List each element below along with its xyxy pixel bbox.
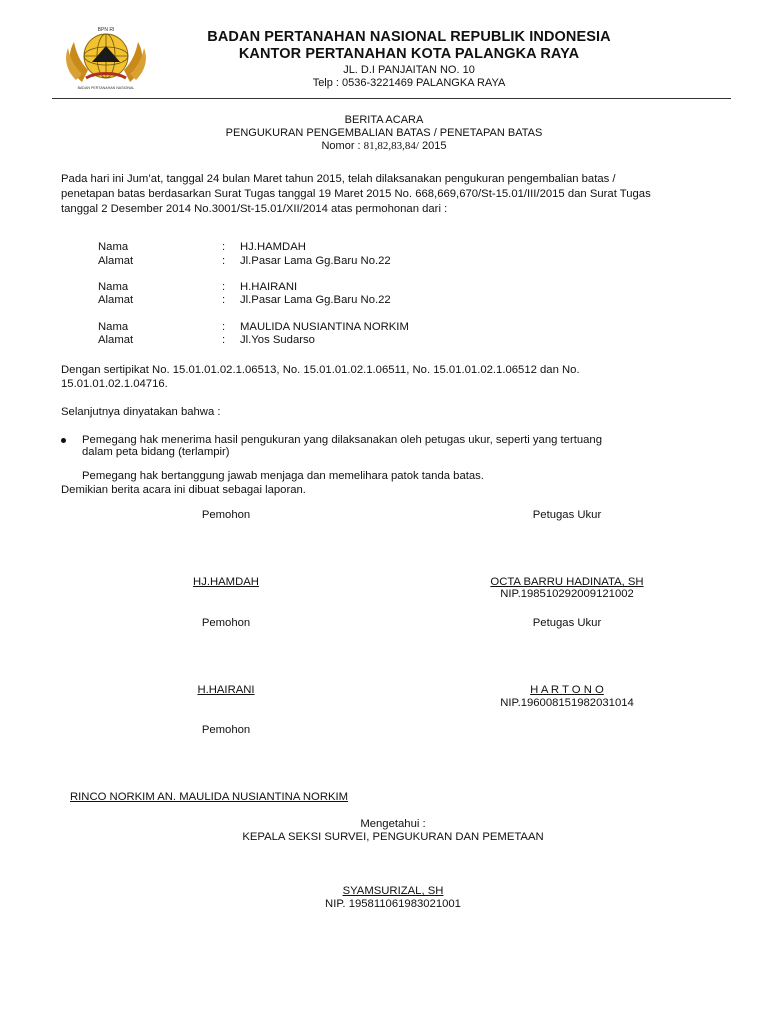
approval-position: KEPALA SEKSI SURVEI, PENGUKURAN DAN PEMETAAN xyxy=(242,831,544,843)
intro-line-2: penetapan batas berdasarkan Surat Tugas tanggal 19 Maret 2015 No. 668,669,670/St-15.01/III/2015 dan Surat Tugas xyxy=(61,188,651,200)
bpn-logo-emblem-icon xyxy=(62,22,150,92)
certificate-line-2: 15.01.01.02.1.04716. xyxy=(61,378,168,390)
person-3-name: MAULIDA NUSIANTINA NORKIM xyxy=(240,321,409,333)
bullet-dot-icon xyxy=(61,438,66,443)
person-2-address-colon: : xyxy=(222,294,226,306)
sig2-right-role: Petugas Ukur xyxy=(532,617,602,629)
person-1-address-label: Alamat xyxy=(98,255,134,267)
sig1-left-name: HJ.HAMDAH xyxy=(193,576,259,588)
person-1-address-colon: : xyxy=(222,255,226,267)
intro-line-1: Pada hari ini Jum’at, tanggal 24 bulan Maret tahun 2015, telah dilaksanakan pengukuran pengembalian batas / xyxy=(61,173,616,185)
person-3-name-colon: : xyxy=(222,321,226,333)
header-divider xyxy=(52,98,731,99)
sig1-right-nip: NIP.198510292009121002 xyxy=(500,588,634,600)
person-2-name-label: Nama xyxy=(98,281,129,293)
person-2-address-label: Alamat xyxy=(98,294,134,306)
intro-line-3: tanggal 2 Desember 2014 No.3001/St-15.01/XII/2014 atas permohonan dari : xyxy=(61,203,448,215)
person-3-address: Jl.Yos Sudarso xyxy=(240,334,315,346)
statement-intro: Selanjutnya dinyatakan bahwa : xyxy=(61,406,221,418)
approval-label: Mengetahui : xyxy=(360,818,426,830)
responsibility-text: Pemegang hak bertanggung jawab menjaga dan memelihara patok tanda batas. xyxy=(82,470,484,482)
bullet-line-2: dalam peta bidang (terlampir) xyxy=(82,446,230,458)
header-address: JL. D.I PANJAITAN NO. 10 xyxy=(343,64,475,76)
sig1-left-role: Pemohon xyxy=(201,509,251,521)
approval-nip: NIP. 195811061983021001 xyxy=(325,898,461,910)
doc-number-year: 2015 xyxy=(418,140,447,152)
svg-text:BADAN PERTANAHAN NASIONAL: BADAN PERTANAHAN NASIONAL xyxy=(77,86,135,90)
sig3-left-role: Pemohon xyxy=(201,724,251,736)
closing-text: Demikian berita acara ini dibuat sebagai laporan. xyxy=(61,484,306,496)
sig2-left-role: Pemohon xyxy=(201,617,251,629)
person-1-address: Jl.Pasar Lama Gg.Baru No.22 xyxy=(240,255,391,267)
person-1-name-colon: : xyxy=(222,241,226,253)
person-2-name-colon: : xyxy=(222,281,226,293)
sig3-left-name: RINCO NORKIM AN. MAULIDA NUSIANTINA NORKIM xyxy=(70,791,349,803)
person-1-name-label: Nama xyxy=(98,241,129,253)
bpn-logo xyxy=(62,22,150,92)
sig1-right-name: OCTA BARRU HADINATA, SH xyxy=(490,576,644,588)
approval-name: SYAMSURIZAL, SH xyxy=(342,885,444,897)
bullet-line-1: Pemegang hak menerima hasil pengukuran yang dilaksanakan oleh petugas ukur, seperti yang tertuang xyxy=(82,434,602,446)
svg-text:BPN RI: BPN RI xyxy=(97,27,115,33)
doc-number-value: 81,82,83,84/ xyxy=(363,140,419,152)
header-title-2: KANTOR PERTANAHAN KOTA PALANGKA RAYA xyxy=(238,46,580,62)
person-1-name: HJ.HAMDAH xyxy=(240,241,306,253)
person-3-address-label: Alamat xyxy=(98,334,134,346)
person-2-name: H.HAIRANI xyxy=(240,281,298,293)
doc-number-label: Nomor : xyxy=(321,140,364,152)
sig1-right-role: Petugas Ukur xyxy=(532,509,602,521)
sig2-right-name: H A R T O N O xyxy=(530,684,604,696)
sig2-right-nip: NIP.196008151982031014 xyxy=(500,697,634,709)
doc-title: BERITA ACARA xyxy=(344,114,424,126)
person-3-address-colon: : xyxy=(222,334,226,346)
person-2-address: Jl.Pasar Lama Gg.Baru No.22 xyxy=(240,294,391,306)
person-3-name-label: Nama xyxy=(98,321,129,333)
doc-subtitle: PENGUKURAN PENGEMBALIAN BATAS / PENETAPAN BATAS xyxy=(225,127,543,139)
header-phone: Telp : 0536-3221469 PALANGKA RAYA xyxy=(312,77,506,89)
sig2-left-name: H.HAIRANI xyxy=(197,684,255,696)
header-title-1: BADAN PERTANAHAN NASIONAL REPUBLIK INDONESIA xyxy=(207,29,611,45)
doc-number xyxy=(0,140,768,152)
certificate-line-1: Dengan sertipikat No. 15.01.01.02.1.06513, No. 15.01.01.02.1.06511, No. 15.01.01.02.1.06512 dan No. xyxy=(61,364,580,376)
